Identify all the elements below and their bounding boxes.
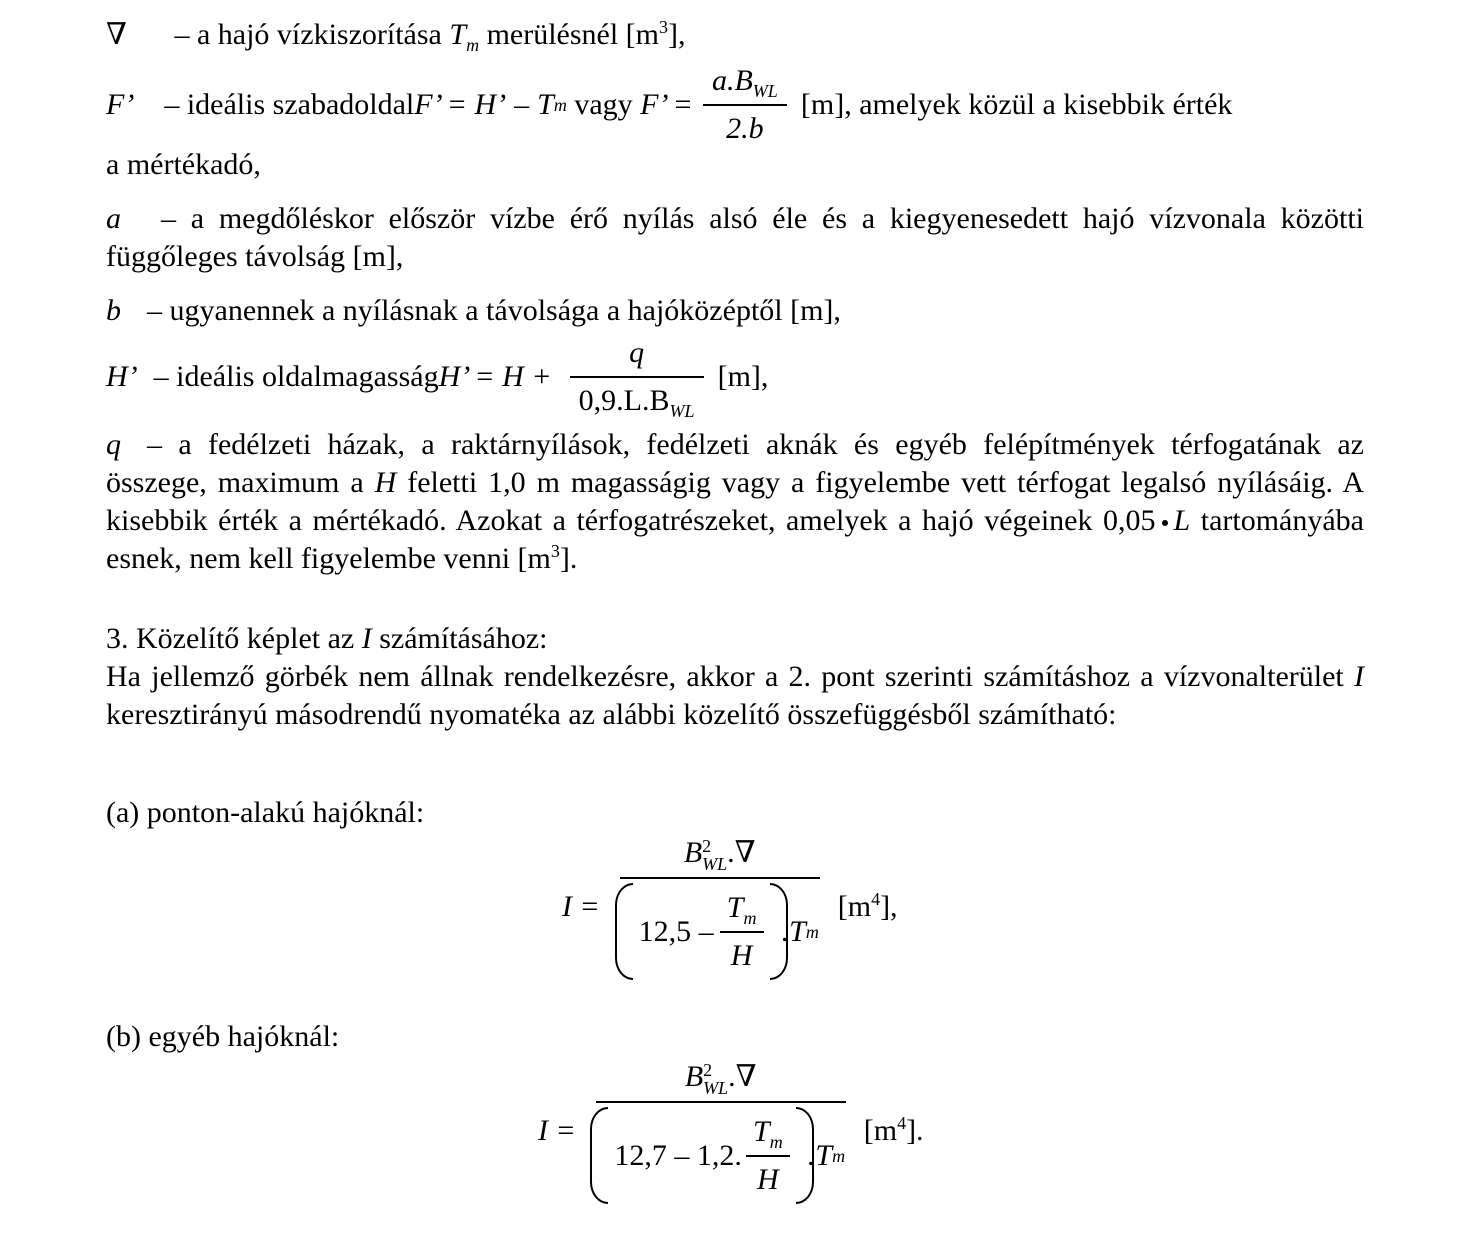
q-text-a: – a fedélzeti házak, a raktárnyílások, fedélzeti aknák és egyéb felépítmények térfogatának az összege, maximum a — [106, 428, 1364, 499]
formula-b-num-sub: WL — [703, 1078, 729, 1099]
q-exp: 3 — [550, 541, 560, 561]
hprime-symbol: H’ — [106, 359, 138, 393]
fprime-desc-a: – ideális szabadoldal — [164, 87, 415, 121]
formula-b-label: (b) egyéb hajóknál: — [106, 1020, 340, 1053]
formula-b-den-const: 12,7 – 1,2. — [614, 1138, 742, 1172]
nabla-symbol: ∇ — [106, 18, 127, 51]
q-text-c: tartományába esnek, nem kell figyelembe venni [m — [106, 504, 1364, 575]
formula-b-unit-a: [m — [863, 1114, 898, 1148]
formula-a-fraction: B 2 WL .∇ 12,5 – $\frac{T_m}{H}$ .T m — [620, 834, 820, 980]
formula-b-num-b: B — [684, 1060, 704, 1093]
hprime-desc: – ideális oldalmagasság — [153, 359, 439, 393]
b-symbol: b — [106, 294, 121, 327]
formula-b — [538, 1058, 924, 1204]
fprime-fraction — [703, 62, 787, 147]
q-l-var: L — [1173, 504, 1191, 537]
formula-b-num-rest: .∇ — [728, 1060, 757, 1093]
b-text: – ugyanennek a nyílásnak a távolsága a hajóközéptől [m], — [147, 294, 841, 327]
formula-a-unit-b: ], — [880, 890, 898, 924]
formula-a-inner-fraction — [720, 889, 764, 974]
q-text-b: feletti 1,0 m magasságig vagy a figyelembe vett térfogat legalsó nyílásáig. A kisebbik érték a mértékadó. Azokat a térfogatrészeket, amelyek a hajó végeinek 0,05 — [106, 466, 1364, 537]
fprime-desc-b: [m], amelyek közül a kisebbik érték — [800, 87, 1233, 121]
q-symbol: q — [106, 428, 121, 461]
formula-b-den-h: H — [757, 1162, 779, 1196]
formula-a-lhs: I = — [562, 890, 600, 924]
hprime-unit: [m], — [717, 359, 769, 393]
section3-para-b: keresztirányú másodrendű nyomatéka az alábbi közelítő összefüggésből számítható: — [106, 698, 1117, 731]
formula-a-num-rest: .∇ — [727, 836, 756, 869]
fprime-minus: – — [514, 87, 530, 121]
a-symbol: a — [106, 202, 121, 235]
hprime-eq: H’ = H + — [438, 359, 552, 393]
q-definition — [106, 426, 1364, 578]
fprime-num-sub: WL — [752, 81, 778, 101]
formula-a-num-sup: 2 — [702, 836, 712, 857]
multiply-dot-icon — [1162, 520, 1168, 526]
formula-a-num-sub: WL — [702, 854, 728, 875]
tm-var: T — [449, 18, 467, 51]
formula-a — [562, 834, 898, 980]
section3-heading — [106, 620, 548, 658]
fprime-symbol: F’ — [106, 87, 135, 121]
fprime-tm: T — [537, 87, 554, 121]
hprime-num: q — [629, 336, 645, 369]
formula-b-unit-b: ]. — [906, 1114, 924, 1148]
formula-b-paren — [596, 1107, 808, 1204]
a-text: – a megdőléskor először vízbe érő nyílás alsó éle és a kiegyenesedett hajó vízvonala közötti függőleges távolság [m], — [106, 202, 1364, 273]
fprime-or: vagy — [566, 87, 641, 121]
formula-a-den-tail: .T — [781, 914, 806, 948]
q-h-var: H — [374, 466, 397, 499]
formula-a-unit-a: [m — [837, 890, 872, 924]
hprime-den-sub: WL — [669, 400, 695, 421]
formula-b-fraction: B 2 WL .∇ 12,7 – 1,2. $\frac{T_m}{H}$ .T m — [596, 1058, 846, 1204]
formula-a-den-h: H — [730, 938, 753, 972]
nabla-definition — [106, 16, 686, 54]
formula-b-den-tm: T — [753, 1115, 770, 1149]
fprime-num: a.B — [711, 64, 753, 97]
hprime-fraction — [570, 334, 704, 419]
hprime-definition — [106, 334, 768, 419]
fprime-eq1: F’ = H’ — [414, 87, 507, 121]
formula-a-label: (a) ponton-alakú hajóknál: — [106, 796, 425, 829]
formula-b-inner-fraction — [746, 1113, 790, 1198]
section3-paragraph — [106, 658, 1364, 734]
formula-a-den-const: 12,5 – — [638, 914, 714, 948]
a-definition — [106, 200, 1364, 276]
fprime-line2: a mértékadó, — [106, 148, 261, 181]
nabla-exp: 3 — [659, 17, 669, 37]
hprime-den: 0,9.L.B — [578, 383, 670, 417]
section3-heading-i: I — [361, 622, 372, 655]
formula-a-den-tm-sub: m — [743, 908, 757, 929]
section3-para-i: I — [1354, 660, 1364, 693]
fprime-eq2: F’ = — [640, 87, 693, 121]
formula-b-unit-exp: 4 — [897, 1113, 907, 1134]
fprime-definition: F’ – ideális szabadoldal F’ = H’ – T m vagy F’ = $\frac{a.B_{WL}}{2.b}$ [m], amelyek közül a kisebbik érték — [106, 62, 1232, 147]
tm-sub: m — [466, 35, 480, 55]
formula-b-den-tail: .T — [807, 1138, 833, 1172]
formula-a-num-b: B — [683, 836, 703, 869]
section3-heading-a: 3. Közelítő képlet az — [106, 622, 362, 655]
formula-a-unit-exp: 4 — [871, 889, 881, 910]
formula-b-den-tm-sub: m — [769, 1132, 783, 1153]
nabla-desc-b: merülésnél [m — [479, 18, 660, 51]
formula-a-den-tm: T — [726, 891, 744, 925]
nabla-desc-c: ], — [668, 18, 686, 51]
section3-heading-b: számításához: — [371, 622, 548, 655]
formula-b-lhs: I = — [538, 1114, 576, 1148]
formula-a-paren — [621, 883, 782, 980]
formula-b-num-sup: 2 — [703, 1060, 713, 1081]
section3-para-a: Ha jellemző görbék nem állnak rendelkezésre, akkor a 2. pont szerinti számításhoz a vízvonalterület — [106, 660, 1354, 693]
fprime-den: 2.b — [726, 111, 764, 145]
nabla-desc-a: – a hajó vízkiszorítása — [174, 18, 450, 51]
b-definition — [106, 292, 841, 330]
q-text-d: ]. — [559, 542, 578, 575]
